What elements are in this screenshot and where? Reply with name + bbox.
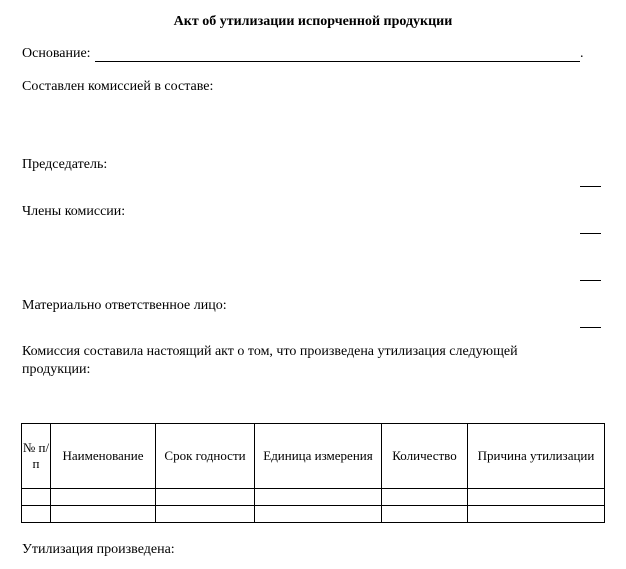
document-title: Акт об утилизации испорченной продукции bbox=[173, 14, 453, 29]
member-signature-line bbox=[580, 280, 601, 281]
table-cell bbox=[51, 506, 156, 523]
table-cell bbox=[255, 489, 382, 506]
basis-period: . bbox=[580, 46, 584, 61]
basis-fill-line bbox=[95, 61, 580, 62]
table-cell bbox=[382, 506, 468, 523]
table-header-row bbox=[22, 424, 605, 489]
table-cell bbox=[255, 506, 382, 523]
disposal-label: Утилизация произведена: bbox=[22, 542, 175, 557]
members-label: Члены комиссии: bbox=[22, 204, 126, 219]
table-cell bbox=[22, 506, 51, 523]
table-cell bbox=[156, 489, 255, 506]
table-cell bbox=[468, 489, 605, 506]
col-header-expiry: Срок годности bbox=[156, 424, 255, 489]
col-header-reason: Причина утилизации bbox=[468, 424, 605, 489]
table-cell bbox=[156, 506, 255, 523]
col-header-number: № п/п bbox=[22, 424, 51, 489]
col-header-quantity: Количество bbox=[382, 424, 468, 489]
basis-label: Основание: bbox=[22, 46, 91, 61]
table-cell bbox=[468, 506, 605, 523]
table-row bbox=[22, 506, 605, 523]
table-row bbox=[22, 489, 605, 506]
products-table bbox=[21, 423, 605, 523]
responsible-person-label: Материально ответственное лицо: bbox=[22, 298, 227, 313]
col-header-name: Наименование bbox=[51, 424, 156, 489]
member-signature-line bbox=[580, 233, 601, 234]
chairman-signature-line bbox=[580, 186, 601, 187]
chairman-label: Председатель: bbox=[22, 157, 108, 172]
table-cell bbox=[22, 489, 51, 506]
col-header-unit: Единица измерения bbox=[255, 424, 382, 489]
statement-paragraph: Комиссия составила настоящий акт о том, что произведена утилизация следующей продукции: bbox=[22, 344, 518, 377]
table-cell bbox=[51, 489, 156, 506]
responsible-signature-line bbox=[580, 327, 601, 328]
table-cell bbox=[382, 489, 468, 506]
commission-label: Составлен комиссией в составе: bbox=[22, 79, 214, 94]
